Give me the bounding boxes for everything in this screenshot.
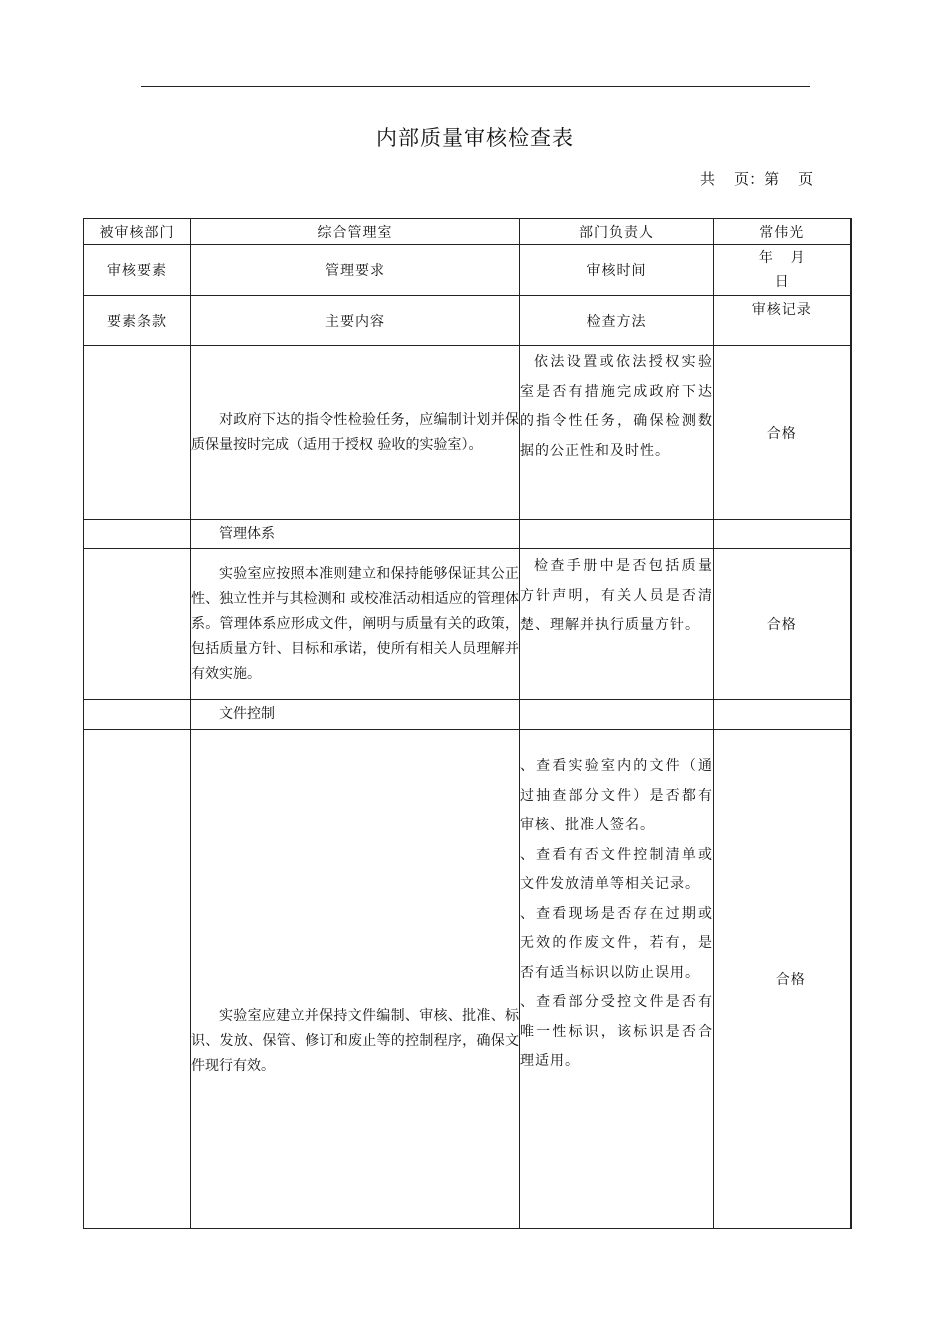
method-item: 、查看有否文件控制清单或文件发放清单等相关记录。 xyxy=(520,846,713,892)
header-row-element xyxy=(84,245,851,296)
record-cell: 合格 xyxy=(714,549,851,700)
top-rule xyxy=(141,86,810,87)
method-item: 、查看现场是否存在过期或无效的作废文件，若有，是否有适当标识以防止误用。 xyxy=(520,905,713,981)
record-label: 审核记录 xyxy=(714,296,851,346)
dept-label: 被审核部门 xyxy=(84,219,191,245)
content-cell: 实验室应建立并保持文件编制、审核、批准、标识、发放、保管、修订和废止等的控制程序，确保文件现行有效。 xyxy=(191,730,520,1229)
table-row xyxy=(84,730,851,1229)
method-cell: 检查手册中是否包括质量方针声明，有关人员是否清楚、理解并执行质量方针。 xyxy=(520,549,714,700)
element-value: 管理要求 xyxy=(191,245,520,296)
method-cell xyxy=(520,520,714,549)
content-cell: 实验室应按照本准则建立和保持能够保证其公正性、独立性并与其检测和 或校准活动相适应的管理体系。管理体系应形成文件，阐明与质量有关的政策，包括质量方针、目标和承诺，使所有相关人员理解并有效实施。 xyxy=(191,549,520,700)
head-label: 部门负责人 xyxy=(520,219,714,245)
document-title: 内部质量审核检查表 xyxy=(376,126,574,150)
section-row xyxy=(84,700,851,730)
method-item: 、查看部分受控文件是否有唯一性标识，该标识是否合理适用。 xyxy=(520,994,713,1069)
time-label: 审核时间 xyxy=(520,245,714,296)
clause-cell xyxy=(84,346,191,520)
record-cell xyxy=(714,700,851,730)
record-cell xyxy=(714,520,851,549)
head-value: 常伟光 xyxy=(714,219,851,245)
content-label: 主要内容 xyxy=(191,296,520,346)
record-cell: 合格 xyxy=(714,346,851,520)
clause-cell xyxy=(84,730,191,1229)
section-row xyxy=(84,520,851,549)
content-cell: 对政府下达的指令性检验任务，应编制计划并保质保量按时完成（适用于授权 验收的实验室）。 xyxy=(191,346,520,520)
audit-checklist-table xyxy=(83,218,852,1229)
time-value-line1: 年 月 xyxy=(758,250,805,266)
clause-cell xyxy=(84,700,191,730)
method-cell xyxy=(520,730,714,1229)
method-label: 检查方法 xyxy=(520,296,714,346)
clause-cell xyxy=(84,520,191,549)
page-info: 共 页：第 页 xyxy=(700,170,814,188)
method-item: 、查看实验室内的文件（通过抽查部分文件）是否都有审核、批准人签名。 xyxy=(520,758,713,833)
record-cell: 合格 xyxy=(714,730,851,1229)
section-title: 管理体系 xyxy=(191,520,520,549)
column-header-row xyxy=(84,296,851,346)
clause-cell xyxy=(84,549,191,700)
method-cell: 依法设置或依法授权实验室是否有措施完成政府下达的指令性任务，确保检测数据的公正性和及时性。 xyxy=(520,346,714,520)
table-row xyxy=(84,549,851,700)
section-title: 文件控制 xyxy=(191,700,520,730)
element-label: 审核要素 xyxy=(84,245,191,296)
clause-label: 要素条款 xyxy=(84,296,191,346)
time-value xyxy=(714,245,851,296)
method-cell xyxy=(520,700,714,730)
dept-value: 综合管理室 xyxy=(191,219,520,245)
time-value-line2: 日 xyxy=(774,274,789,290)
table-row xyxy=(84,346,851,520)
header-row-department xyxy=(84,219,851,245)
